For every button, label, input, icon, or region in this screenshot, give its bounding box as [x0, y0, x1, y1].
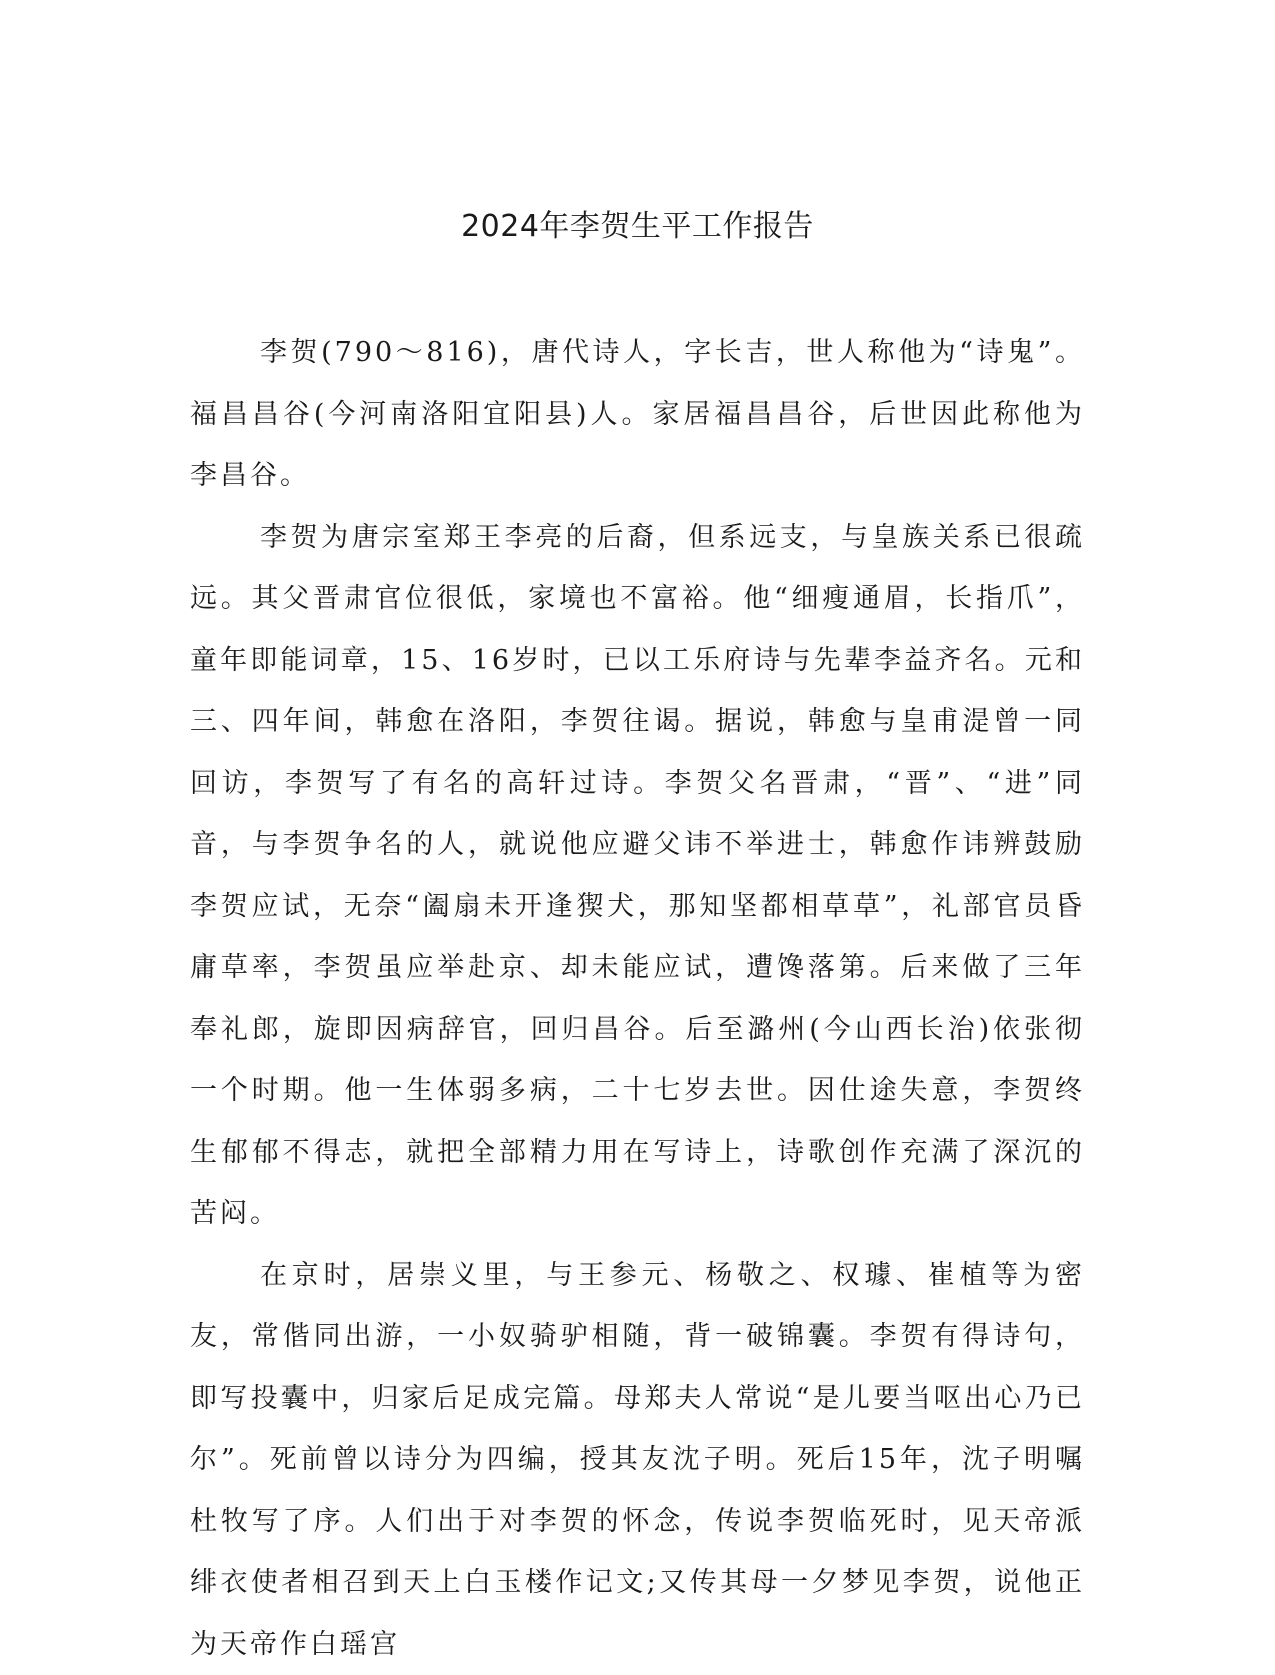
- paragraph-1: 李贺(790～816)，唐代诗人，字长吉，世人称他为“诗鬼”。福昌昌谷(今河南洛阳宜阳县)人。家居福昌昌谷，后世因此称他为李昌谷。: [190, 322, 1085, 507]
- document-title: 2024年李贺生平工作报告: [0, 207, 1275, 247]
- document-body: [190, 322, 1085, 1675]
- paragraph-3: 在京时，居崇义里，与王参元、杨敬之、权璩、崔植等为密友，常偕同出游，一小奴骑驴相随，背一破锦囊。李贺有得诗句，即写投囊中，归家后足成完篇。母郑夫人常说“是儿要当呕出心乃已尔”。死前曾以诗分为四编，授其友沈子明。死后15年，沈子明嘱杜牧写了序。人们出于对李贺的怀念，传说李贺临死时，见天帝派绯衣使者相召到天上白玉楼作记文;又传其母一夕梦见李贺，说他正为天帝作白瑶宫: [190, 1245, 1085, 1675]
- paragraph-2: 李贺为唐宗室郑王李亮的后裔，但系远支，与皇族关系已很疏远。其父晋肃官位很低，家境也不富裕。他“细瘦通眉，长指爪”，童年即能词章，15、16岁时，已以工乐府诗与先辈李益齐名。元和三、四年间，韩愈在洛阳，李贺往谒。据说，韩愈与皇甫湜曾一同回访，李贺写了有名的高轩过诗。李贺父名晋肃，“晋”、“进”同音，与李贺争名的人，就说他应避父讳不举进士，韩愈作讳辨鼓励李贺应试，无奈“阖扇未开逢猰犬，那知坚都相草草”，礼部官员昏庸草率，李贺虽应举赴京、却未能应试，遭馋落第。后来做了三年奉礼郎，旋即因病辞官，回归昌谷。后至潞州(今山西长治)依张彻一个时期。他一生体弱多病，二十七岁去世。因仕途失意，李贺终生郁郁不得志，就把全部精力用在写诗上，诗歌创作充满了深沉的苦闷。: [190, 507, 1085, 1245]
